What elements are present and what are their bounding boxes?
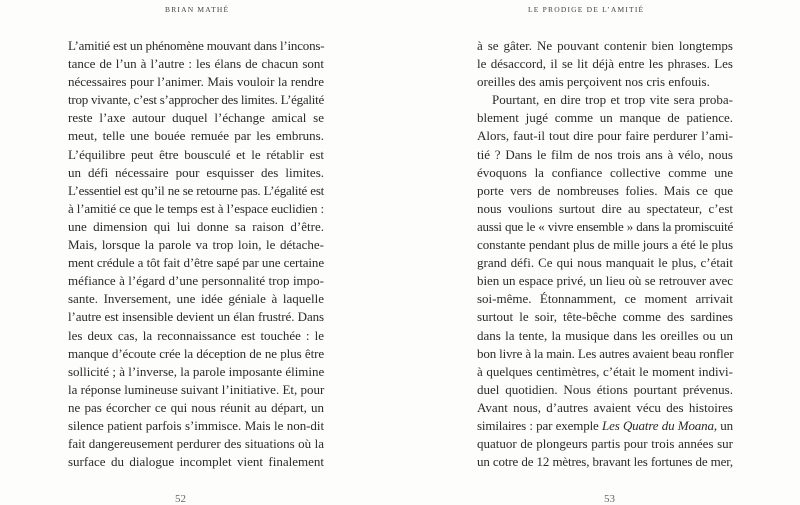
text-line	[477, 290, 733, 308]
text-line	[68, 254, 324, 272]
text-line-content: bon livre à la main. Les autres avaient beau ronfler	[477, 345, 734, 361]
text-line	[477, 272, 733, 290]
text-line-content: soi-même. Étonnamment, ce moment arrivait	[477, 291, 733, 307]
text-line	[68, 218, 324, 236]
text-line-content: L’équilibre peut être bousculé et le rétablir est	[68, 146, 324, 162]
text-line	[477, 327, 733, 345]
text-line	[68, 109, 324, 127]
text-line-content: sante. Inversement, une idée géniale à laquelle	[68, 291, 324, 307]
text-line	[477, 218, 733, 236]
text-line	[68, 272, 324, 290]
text-line	[68, 55, 324, 73]
text-line	[477, 453, 733, 471]
text-line-content: surtout le soir, tête-bêche comme des sardines	[477, 309, 733, 325]
text-line	[68, 290, 324, 308]
text-line-content: nous voulions surtout dire au spectateur, c’est	[477, 200, 733, 216]
text-line-content: , un	[713, 417, 733, 433]
text-line	[68, 345, 324, 363]
running-head-title: LE PRODIGE DE L’AMITIÉ	[528, 5, 645, 14]
text-line	[68, 417, 324, 435]
text-line	[477, 182, 733, 200]
text-line	[477, 363, 733, 381]
text-line-content: reste l’axe autour duquel l’échange amical se	[68, 110, 324, 126]
text-line	[477, 146, 733, 164]
text-line-content: similaires : par exemple	[477, 417, 602, 433]
text-line	[477, 109, 733, 127]
text-line	[477, 127, 733, 145]
text-line-content: le désaccord, il se lit déjà entre les phrases. Les	[477, 56, 733, 72]
text-line	[477, 345, 733, 363]
text-line	[68, 164, 324, 182]
text-line-content: à l’amitié ce que le temps est à l’espace euclidien :	[68, 200, 324, 216]
text-line-content: tance de l’un à l’autre : les élans de chacun sont	[68, 56, 324, 72]
text-line	[477, 55, 733, 73]
text-line	[477, 200, 733, 218]
text-line	[477, 73, 733, 91]
text-line	[68, 182, 324, 200]
text-line-content: meut, telle une bouée remuée par les embruns.	[68, 128, 324, 144]
text-line-content: dans la tente, la musique dans les oreilles ou un	[477, 327, 733, 343]
text-line-content: grand défi. Ce qui nous manquait le plus, c’était	[477, 255, 733, 271]
text-line-content: quatuor de plongeurs partis pour trois années sur	[477, 436, 733, 452]
right-page-text	[477, 37, 733, 471]
text-line-content: bien un espace privé, un lieu où se retrouver avec	[477, 273, 733, 289]
text-line	[68, 146, 324, 164]
text-line-content: Avant nous, d’autres avaient vécu des histoires	[477, 399, 733, 415]
text-line-content: fait dangereusement perdurer des situations où la	[68, 436, 324, 452]
text-line-content: L’amitié est un phénomène mouvant dans l’incons-	[68, 38, 325, 53]
text-line-content: la réponse lumineuse suivant l’initiative. Et, pour	[68, 381, 325, 397]
text-line-content: Pourtant, en dire trop et trop vite sera proba-	[492, 92, 733, 108]
page-number: 52	[175, 493, 186, 505]
text-line	[68, 308, 324, 326]
text-line-content: une dimension qui lui donne sa raison d’être.	[68, 218, 324, 234]
text-line-content: sollicité ; à l’inverse, la parole imposante élimine	[68, 363, 325, 379]
text-line-content: surface du dialogue incomplet vient finalement	[68, 454, 324, 470]
running-head-author: BRIAN MATHÉ	[165, 5, 230, 14]
text-line	[68, 363, 324, 381]
text-line	[477, 236, 733, 254]
page-number: 53	[604, 493, 615, 505]
text-line	[477, 308, 733, 326]
text-line	[68, 200, 324, 218]
text-line	[477, 381, 733, 399]
text-line	[68, 435, 324, 453]
text-line-content: un cotre de 12 mètres, bravant les fortunes de mer,	[477, 454, 733, 470]
text-line-content: duel quotidien. Nous étions pourtant prévenus.	[477, 381, 733, 397]
text-line	[68, 399, 324, 417]
text-line-content: trop vivante, c’est s’approcher des limites. L’égalité	[68, 92, 325, 108]
text-line	[68, 37, 324, 55]
text-line-content: silence patient parfois s’immisce. Mais le non-dit	[68, 417, 324, 433]
text-line	[477, 91, 733, 109]
text-line-content: ne pas écorcher ce qui nous réunit au départ, un	[68, 399, 324, 415]
text-line-content: l’autre est insensible devient un élan frustré. Dans	[68, 309, 324, 325]
text-line-content: L’essentiel est qu’il ne se retourne pas. L’égalité est	[68, 182, 324, 198]
text-line	[68, 453, 324, 471]
text-line-content: évoquons la confiance collective comme une	[477, 164, 733, 180]
text-line	[477, 164, 733, 182]
text-line	[477, 37, 733, 55]
text-line-content: porte vers de nombreuses folies. Mais ce que	[477, 182, 733, 198]
text-line	[68, 236, 324, 254]
right-page	[400, 0, 800, 505]
text-line-content: aussi que le « vivre ensemble » dans la promiscuité	[477, 218, 733, 234]
text-line-content: Mais, lorsque la parole va trop loin, le détache-	[68, 237, 324, 253]
text-line	[68, 73, 324, 91]
text-line-content: constante pendant plus de mille jours a été le plus	[477, 237, 733, 253]
text-line	[477, 399, 733, 417]
text-line-content: à se gâter. Ne pouvant contenir bien longtemps	[477, 38, 733, 53]
text-line	[68, 127, 324, 145]
text-line	[68, 327, 324, 345]
text-line	[477, 435, 733, 453]
text-line-content: un défi nécessaire pour esquisser des limites.	[68, 164, 324, 180]
text-line	[68, 91, 324, 109]
text-line-content: tié ? Dans le film de nos trois ans à vélo, nous	[477, 146, 733, 162]
text-line-content: Alors, faut-il tout dire pour faire perdurer l’ami-	[477, 128, 733, 144]
book-title-italic: Les Quatre du Moana	[602, 417, 714, 433]
text-line-content: oreilles des amis perçoivent nos cris enfouis.	[477, 74, 710, 90]
text-line-content: à quelques centimètres, c’était le moment indivi-	[477, 363, 733, 379]
text-line-content: ment crédule a tôt fait d’être sapé par une certaine	[68, 255, 324, 271]
text-line-content: manque d’écoute crée la déception de ne plus être	[68, 345, 324, 361]
text-line	[477, 417, 733, 435]
text-line	[68, 381, 324, 399]
text-line	[477, 254, 733, 272]
text-line-content: blement jugé comme un manque de patience.	[477, 110, 733, 126]
text-line-content: les deux cas, la reconnaissance est touchée : le	[68, 327, 324, 343]
text-line-content: méfiance à l’égard d’une personnalité trop impo-	[68, 273, 324, 289]
text-line-content: nécessaires pour l’animer. Mais vouloir la rendre	[68, 74, 324, 90]
left-page-text	[68, 37, 324, 471]
